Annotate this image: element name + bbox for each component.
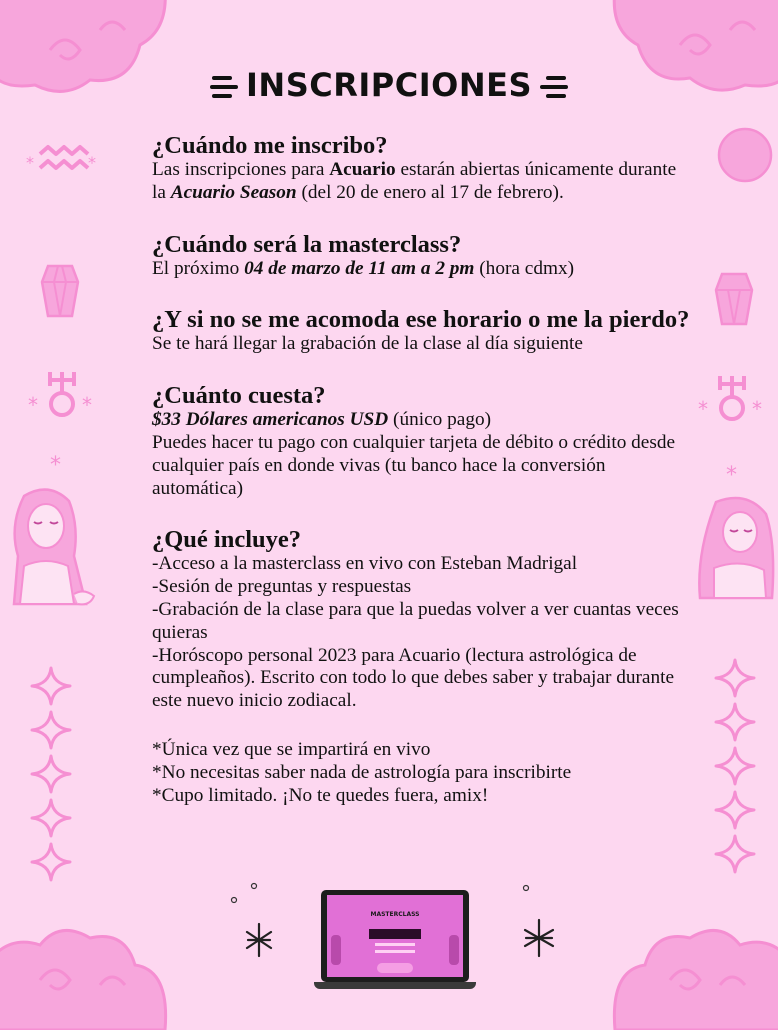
- laptop-screen-line: [375, 943, 415, 946]
- title-dash-icon: [210, 72, 238, 102]
- text: (del 20 de enero al 17 de febrero).: [296, 181, 564, 203]
- star-burst-icon: [522, 918, 556, 958]
- cloud-icon: [600, 920, 778, 1030]
- asterisk-icon: [48, 452, 68, 472]
- section-includes: [152, 526, 692, 713]
- text: Las inscripciones para: [152, 159, 330, 180]
- laptop-base: [314, 982, 476, 989]
- dot-icon: [250, 882, 258, 890]
- laptop-image: [314, 890, 476, 994]
- svg-text:*: *: [26, 153, 34, 172]
- section-heading: ¿Qué incluye?: [152, 526, 302, 554]
- dot-icon: [230, 896, 238, 904]
- page-title: [0, 66, 778, 104]
- text-bold: Acuario: [329, 159, 396, 180]
- section-heading: ¿Cuándo me inscribo?: [152, 132, 388, 159]
- text-bold-italic: 04 de marzo de 11 am a 2 pm: [244, 257, 475, 279]
- crystal-icon: [40, 262, 80, 320]
- note-item: *Cupo limitado. ¡No te quedes fuera, amix!: [152, 784, 489, 806]
- list-item: -Sesión de preguntas y respuestas: [152, 576, 412, 598]
- svg-text:*: *: [28, 393, 38, 417]
- laptop-screen-block: [369, 929, 421, 939]
- dot-icon: [522, 884, 530, 892]
- aquarius-icon: [26, 140, 98, 180]
- laptop-display: [327, 895, 463, 977]
- svg-text:*: *: [82, 393, 92, 417]
- svg-text:*: *: [698, 397, 708, 421]
- title-dash-icon: [540, 72, 568, 102]
- list-item: -Grabación de la clase para que la puedas volver a ver cuantas veces quieras: [152, 598, 679, 643]
- section-schedule: [152, 306, 692, 356]
- title-text: INSCRIPCIONES: [246, 66, 532, 104]
- content: [152, 132, 692, 807]
- laptop-screen-figure: [331, 935, 341, 965]
- cloud-icon: [0, 920, 180, 1030]
- svg-text:*: *: [726, 463, 737, 482]
- star-burst-icon: [244, 922, 274, 958]
- note-item: *No necesitas saber nada de astrología para inscribirte: [152, 761, 572, 783]
- girl-illustration: [4, 486, 100, 612]
- section-price: [152, 382, 692, 500]
- svg-text:*: *: [752, 397, 762, 421]
- section-body: Puedes hacer tu pago con cualquier tarjeta de débito o crédito desde cualquier país en donde vivas (tu banco hace la conversión automática): [152, 431, 676, 499]
- section-when-enroll: [152, 132, 692, 205]
- laptop-screen-figure: [449, 935, 459, 965]
- asterisk-icon: [724, 462, 744, 482]
- text-bold-italic: Acuario Season: [170, 181, 297, 203]
- note-item: *Única vez que se impartirá en vivo: [152, 738, 431, 760]
- notes: [152, 739, 692, 807]
- section-body: [152, 258, 692, 281]
- text: El próximo: [152, 257, 245, 279]
- list-item: -Horóscopo personal 2023 para Acuario (lectura astrológica de cumpleaños). Escrito con todo lo que debes saber y trabajar durante este nuevo inicio zodiacal.: [152, 644, 675, 712]
- girl-illustration: [692, 494, 778, 602]
- section-heading: ¿Y si no se me acomoda ese horario o me la pierdo?: [152, 306, 690, 334]
- price-text: $33 Dólares americanos USD: [152, 409, 389, 431]
- laptop-screen-line: [375, 950, 415, 953]
- uranus-symbol-icon: [696, 372, 768, 426]
- text: (hora cdmx): [474, 257, 575, 279]
- text: (único pago): [388, 409, 492, 431]
- sparkles-icon: [712, 656, 758, 876]
- laptop-screen-title: MASTERCLASS: [370, 911, 420, 918]
- uranus-symbol-icon: [26, 368, 98, 422]
- list-item: -Acceso a la masterclass en vivo con Esteban Madrigal: [152, 553, 578, 575]
- section-body: [152, 159, 692, 205]
- laptop-screen: [321, 890, 469, 982]
- crystal-icon: [714, 270, 754, 328]
- section-heading: ¿Cuándo será la masterclass?: [152, 230, 462, 258]
- text: estarán abiertas únicamente durante la: [152, 159, 677, 203]
- moon-icon: [716, 126, 774, 184]
- sparkles-icon: [28, 664, 74, 884]
- price-line: [152, 409, 692, 432]
- laptop-screen-cloud: [377, 963, 413, 973]
- section-heading: ¿Cuánto cuesta?: [152, 382, 326, 410]
- section-when-masterclass: [152, 231, 692, 281]
- svg-text:*: *: [50, 453, 61, 472]
- svg-text:*: *: [88, 153, 96, 172]
- section-body: Se te hará llegar la grabación de la clase al día siguiente: [152, 333, 583, 355]
